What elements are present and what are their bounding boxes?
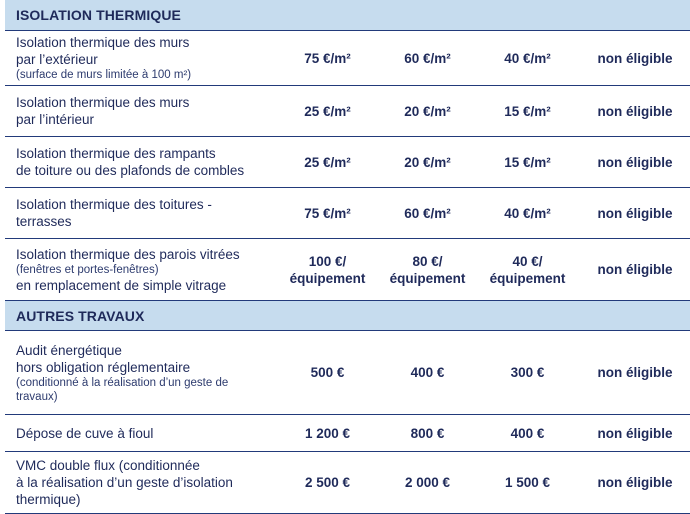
table-row: [5, 331, 690, 415]
eligibility-cell: non éligible: [580, 86, 690, 137]
eligibility-cell: non éligible: [580, 415, 690, 452]
label-line: de toiture ou des plafonds de combles: [16, 163, 245, 178]
amount-cell: 80 €/ équipement: [380, 239, 475, 301]
amount-cell: 1 200 €: [275, 415, 380, 452]
row-label: [5, 239, 275, 301]
amount-cell: 2 500 €: [275, 452, 380, 514]
table-row: [5, 415, 690, 452]
label-line: par l’intérieur: [16, 112, 95, 127]
table-row: [5, 239, 690, 301]
label-line: terrasses: [16, 214, 72, 229]
amount-cell: 75 €/m²: [275, 31, 380, 86]
eligibility-cell: non éligible: [580, 331, 690, 415]
table-row: [5, 31, 690, 86]
amount-cell: 25 €/m²: [275, 86, 380, 137]
eligibility-cell: non éligible: [580, 137, 690, 188]
row-label: [5, 31, 275, 86]
table-row: [5, 188, 690, 239]
amount-cell: 400 €: [475, 415, 580, 452]
eligibility-cell: non éligible: [580, 31, 690, 86]
label-line: Isolation thermique des murs: [16, 95, 190, 110]
table-row: [5, 452, 690, 514]
amount-cell: 1 500 €: [475, 452, 580, 514]
row-label: [5, 331, 275, 415]
amount-cell: 400 €: [380, 331, 475, 415]
label-line: Isolation thermique des toitures -: [16, 197, 212, 212]
table-row: [5, 86, 690, 137]
eligibility-cell: non éligible: [580, 188, 690, 239]
row-label: [5, 188, 275, 239]
amount-cell: 60 €/m²: [380, 31, 475, 86]
amount-cell: 25 €/m²: [275, 137, 380, 188]
section-title: ISOLATION THERMIQUE: [5, 0, 690, 31]
label-line: hors obligation réglementaire: [16, 359, 191, 375]
row-label: [5, 86, 275, 137]
amount-cell: 100 €/ équipement: [275, 239, 380, 301]
label-note: (fenêtres et portes-fenêtres): [16, 263, 159, 276]
eligibility-cell: non éligible: [580, 239, 690, 301]
label-note: (surface de murs limitée à 100 m²): [16, 69, 192, 81]
amount-cell: 500 €: [275, 331, 380, 415]
eligibility-cell: non éligible: [580, 452, 690, 514]
label-line: Isolation thermique des murs: [16, 35, 190, 50]
label-line: par l’extérieur: [16, 52, 98, 67]
table-row: [5, 137, 690, 188]
amount-cell: 800 €: [380, 415, 475, 452]
label-line: Audit énergétique: [16, 342, 122, 358]
label-line: en remplacement de simple vitrage: [16, 277, 227, 293]
label-line: thermique): [16, 492, 81, 507]
label-line: Isolation thermique des parois vitrées: [16, 246, 240, 262]
label-line: VMC double flux (conditionnée: [16, 458, 200, 473]
row-label: [5, 415, 275, 452]
amount-cell: 40 €/m²: [475, 188, 580, 239]
label-line: à la réalisation d’un geste d’isolation: [16, 475, 233, 490]
label-note: (conditionné à la réalisation d’un geste de travaux): [16, 376, 229, 403]
label-line: Isolation thermique des rampants: [16, 146, 216, 161]
amount-cell: 60 €/m²: [380, 188, 475, 239]
row-label: [5, 137, 275, 188]
amount-cell: 15 €/m²: [475, 86, 580, 137]
section-header-autres-travaux: [5, 301, 690, 331]
amount-cell: 75 €/m²: [275, 188, 380, 239]
section-title: AUTRES TRAVAUX: [5, 301, 690, 331]
amount-cell: 40 €/ équipement: [475, 239, 580, 301]
amount-cell: 2 000 €: [380, 452, 475, 514]
amount-cell: 40 €/m²: [475, 31, 580, 86]
amount-cell: 20 €/m²: [380, 137, 475, 188]
amount-cell: 300 €: [475, 331, 580, 415]
amount-cell: 20 €/m²: [380, 86, 475, 137]
row-label: [5, 452, 275, 514]
section-header-isolation: [5, 0, 690, 31]
amount-cell: 15 €/m²: [475, 137, 580, 188]
aid-amounts-table: [5, 0, 690, 514]
label-line: Dépose de cuve à fioul: [16, 425, 154, 441]
